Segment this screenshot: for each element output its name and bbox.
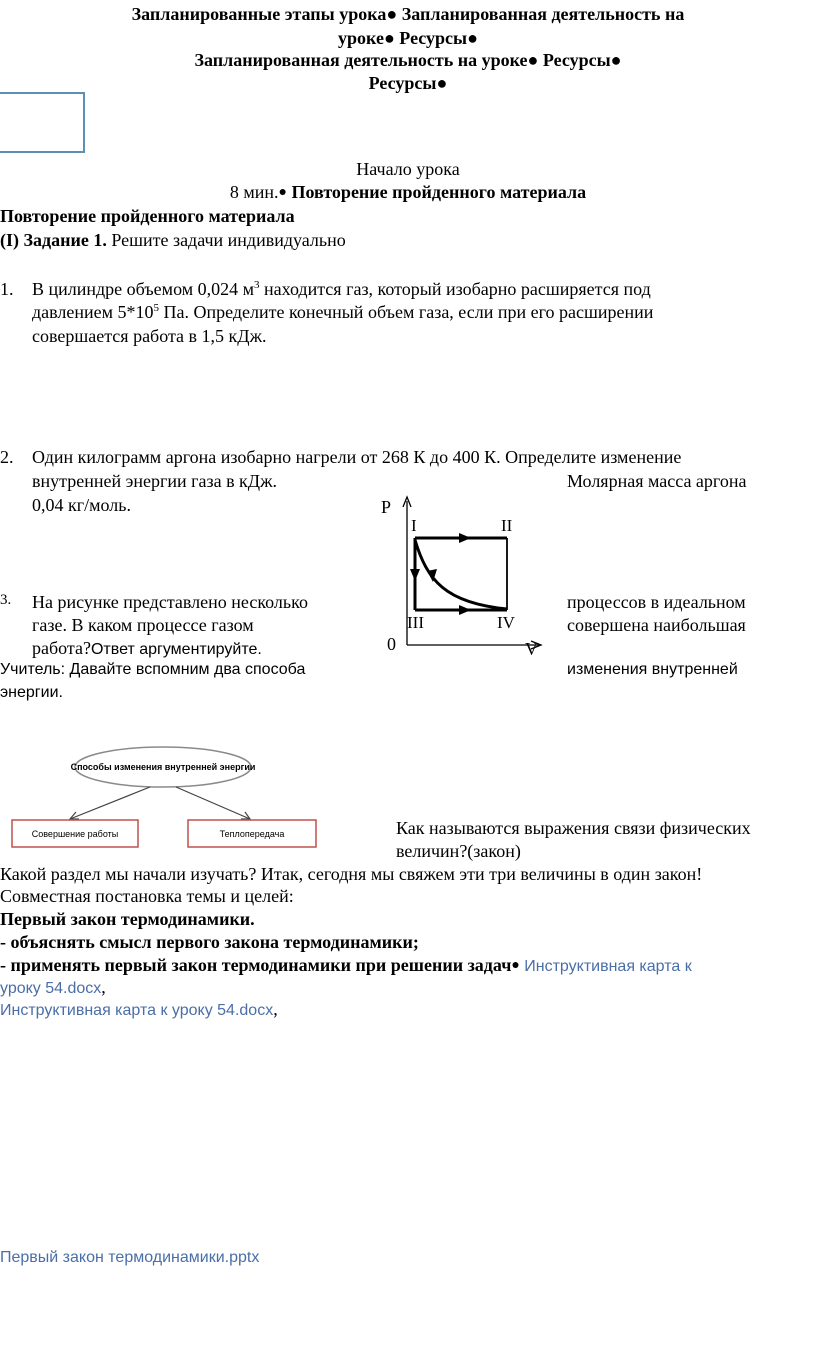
- topic-title: Первый закон термодинамики.: [0, 909, 255, 929]
- problem-3-line-1a: На рисунке представлено несколько: [32, 592, 308, 612]
- link-instruction-card-2[interactable]: Инструктивная карта к уроку 54.docx: [0, 1002, 274, 1019]
- v-axis-label: V: [525, 639, 538, 657]
- stage-title: Начало урока: [356, 159, 460, 179]
- body-p1: Какой раздел мы начали изучать? Итак, сегодня мы свяжем эти три величины в один закон!: [0, 864, 703, 884]
- problem-3-line-2a: газе. В каком процессе газом: [32, 615, 254, 635]
- methods-diagram: [0, 740, 330, 855]
- state-I-label: I: [411, 516, 417, 535]
- state-III-label: III: [407, 613, 424, 632]
- problem-1-line-3: совершается работа в 1,5 кДж.: [32, 326, 267, 346]
- goal-2-line: [0, 955, 816, 976]
- header-line-1: Запланированные этапы урока● Запланированная деятельность на: [131, 4, 685, 24]
- stage-time: 8 мин.: [229, 182, 279, 202]
- method-right-label: Теплопередача: [219, 829, 285, 839]
- task-text: Решите задачи индивидуально: [106, 230, 346, 250]
- bullet-icon: ●: [511, 958, 520, 973]
- origin-label: 0: [387, 634, 396, 654]
- problem-1-line-2: [32, 302, 812, 323]
- comma: ,: [101, 977, 106, 997]
- stage-heading: Повторение пройденного материала: [291, 182, 587, 202]
- problem-2-line-2b: Молярная масса аргона: [567, 471, 747, 491]
- task-line: [0, 230, 346, 251]
- teacher-line-2: энергии.: [0, 684, 63, 701]
- state-IV-label: IV: [497, 613, 515, 632]
- problem-1-text-d: Па. Определите конечный объем газа, если при его расширении: [159, 302, 654, 322]
- goal-1: - объяснять смысл первого закона термодинамики;: [0, 932, 419, 952]
- problem-2-number: 2.: [0, 447, 14, 467]
- link-instruction-card-1b[interactable]: уроку 54.docx: [0, 980, 102, 997]
- stage-line: [0, 182, 816, 203]
- problem-1-line-1: [32, 279, 812, 300]
- header-line-2: уроке● Ресурсы●: [338, 28, 478, 48]
- task-label: (I) Задание 1.: [0, 230, 107, 250]
- problem-2-line-1: Один килограмм аргона изобарно нагрели от 268 К до 400 К. Определите изменение: [32, 447, 682, 467]
- arrow-I-II-icon: [459, 533, 471, 543]
- problem-2-line-2a: внутренней энергии газа в кДж.: [32, 471, 278, 491]
- question-line-2: величин?(закон): [396, 841, 521, 861]
- problem-1-text-a: В цилиндре объемом 0,024 м: [32, 279, 255, 299]
- teacher-line-1b: изменения внутренней: [567, 661, 738, 678]
- problem-3-number: 3.: [0, 592, 12, 608]
- link-line-1b: [0, 977, 106, 998]
- problem-3-line-1b: процессов в идеальном: [567, 592, 746, 612]
- problem-1-number: 1.: [0, 279, 14, 299]
- problem-3-line-3: [32, 638, 262, 659]
- problem-1-text-b: находится газ, который изобарно расширяется под: [259, 279, 651, 299]
- bullet-icon: ●: [278, 185, 287, 200]
- p-axis-label: P: [381, 497, 392, 517]
- pv-diagram: [375, 495, 545, 657]
- arrow-left-line: [70, 787, 150, 819]
- arrow-right-line: [176, 787, 250, 819]
- problem-3-line-2b: совершена наибольшая: [567, 615, 746, 635]
- header-line-3: Запланированная деятельность на уроке● Ресурсы●: [194, 50, 622, 70]
- link-instruction-card-1a[interactable]: Инструктивная карта к: [519, 958, 692, 975]
- methods-title: Способы изменения внутренней энергии: [70, 762, 256, 772]
- state-II-label: II: [501, 516, 513, 535]
- header-line-4: Ресурсы●: [368, 73, 448, 93]
- body-p2: Совместная постановка темы и целей:: [0, 886, 294, 906]
- arrow-III-IV-icon: [459, 605, 471, 615]
- problem-1-sup-a: 3: [254, 279, 260, 291]
- arrow-I-III-icon: [410, 569, 420, 581]
- process-I-IV: [415, 540, 507, 609]
- problem-1-sup-c: 5: [153, 302, 160, 314]
- link-presentation[interactable]: Первый закон термодинамики.pptx: [0, 1249, 260, 1266]
- section-heading: Повторение пройденного материала: [0, 206, 295, 226]
- problem-3-text-a: работа?: [32, 638, 91, 658]
- problem-1-text-c: давлением 5*10: [32, 302, 154, 322]
- comma: ,: [273, 999, 278, 1019]
- empty-frame: [0, 92, 85, 153]
- question-line-1: Как называются выражения связи физических: [396, 818, 751, 838]
- problem-2-line-3: 0,04 кг/моль.: [32, 495, 131, 515]
- link-line-2: [0, 999, 278, 1020]
- teacher-line-1a: Учитель: Давайте вспомним два способа: [0, 661, 306, 678]
- method-left-label: Совершение работы: [31, 829, 119, 839]
- goal-2: - применять первый закон термодинамики при решении задач: [0, 955, 512, 975]
- problem-3-text-b: Ответ аргументируйте.: [90, 641, 262, 658]
